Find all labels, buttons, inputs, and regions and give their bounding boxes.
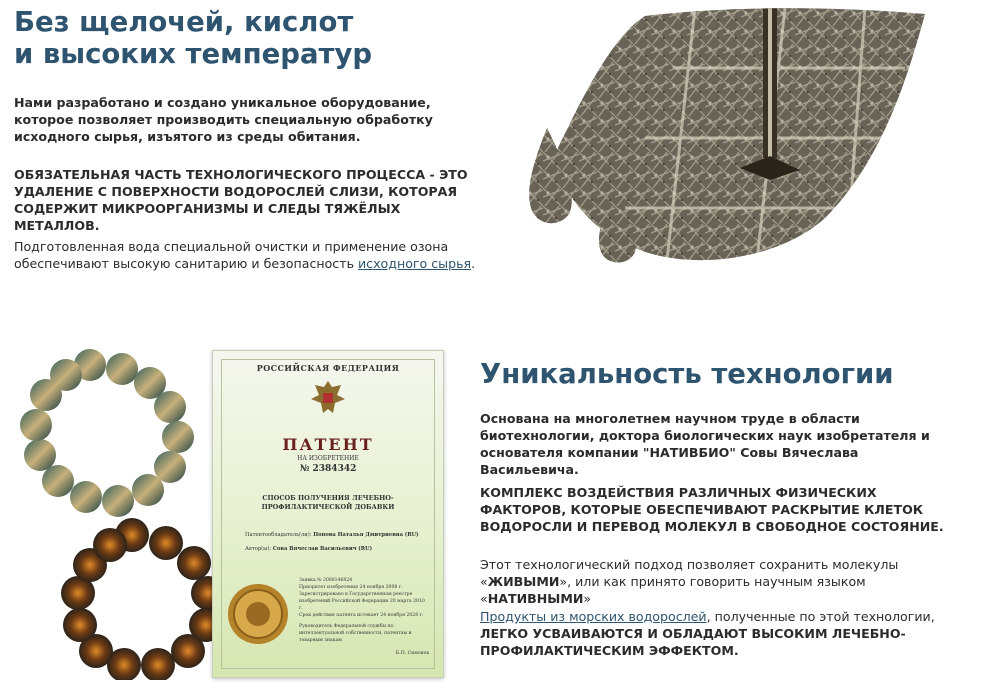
living-bold-2: НАТИВНЫМИ — [487, 591, 584, 606]
living-molecules-paragraph — [480, 556, 960, 607]
living-text-d: » — [583, 591, 592, 606]
living-text-a: Этот технологический подход позволяет сохранить молекулы « — [480, 557, 899, 589]
patent-number: № 2384342 — [299, 464, 357, 474]
patent-head-title: Руководитель Федеральной службы по интеллектуальной собственности, патентам и товарным знакам — [299, 624, 412, 643]
double-headed-eagle-icon — [307, 377, 349, 419]
patent-title: ПАТЕНТ — [282, 435, 374, 454]
patent-subtitle: НА ИЗОБРЕТЕНИЕ — [297, 455, 359, 462]
leaf-shaped-photo-icon — [525, 8, 935, 278]
intro-paragraph: Нами разработано и создано уникальное оборудование, которое позволяет производить специальную обработку исходного сырья, изъятого из среды обитания. — [14, 95, 433, 144]
mandatory-step-paragraph: ОБЯЗАТЕЛЬНАЯ ЧАСТЬ ТЕХНОЛОГИЧЕСКОГО ПРОЦЕССА - ЭТО УДАЛЕНИЕ С ПОВЕРХНОСТИ ВОДОРОСЛЕЙ СЛИЗИ, КОТОРАЯ СОДЕРЖИТ МИКРООРГАНИЗМЫ И СЛЕДЫ ТЯЖЁЛЫХ МЕТАЛЛОВ. — [14, 167, 468, 233]
patent-document — [212, 350, 444, 678]
living-bold-1: ЖИВЫМИ — [487, 574, 560, 589]
gold-seal-icon — [227, 583, 289, 645]
founder-paragraph: Основана на многолетнем научном труде в области биотехнологии, доктора биологических наук изобретателя и основателя компании "НАТИВБИО" Совы Вячеслава Васильевича. — [480, 411, 930, 477]
patent-country: РОССИЙСКАЯ ФЕДЕРАЦИЯ — [256, 363, 400, 373]
patent-valid: Срок действия патента истекает 24 ноября 2028 г. — [299, 613, 424, 618]
products-text: , полученные по этой технологии, — [706, 609, 935, 624]
seaweed-products-link[interactable]: Продукты из морских водорослей — [480, 609, 707, 624]
title-line-2: и высоких температур — [14, 38, 373, 71]
water-ozone-text: Подготовленная вода специальной очистки и применение озона обеспечивают высокую санитарию и безопасность — [14, 239, 449, 271]
patent-holder-row — [245, 531, 425, 539]
patent-author-row — [245, 545, 425, 553]
products-bold: ЛЕГКО УСВАИВАЮТСЯ И ОБЛАДАЮТ ВЫСОКИМ ЛЕЧЕБНО-ПРОФИЛАКТИЧЕСКИМ ЭФФЕКТОМ. — [480, 626, 906, 658]
physical-factors-paragraph: КОМПЛЕКС ВОЗДЕЙСТВИЯ РАЗЛИЧНЫХ ФИЗИЧЕСКИХ ФАКТОРОВ, КОТОРЫЕ ОБЕСПЕЧИВАЮТ РАСКРЫТИЕ КЛЕТОК ВОДОРОСЛИ И ПЕРЕВОД МОЛЕКУЛ В СВОБОДНОЕ СОСТОЯНИЕ. — [480, 485, 944, 534]
patent-priority: Приоритет изобретения 24 ноября 2008 г. — [299, 585, 403, 590]
products-paragraph — [480, 608, 960, 659]
author-label: Автор(ы): — [245, 546, 272, 552]
title-line-1: Без щелочей, кислот — [14, 6, 354, 38]
patent-app-number: Заявка № 2008146824 — [299, 578, 353, 583]
water-ozone-end: . — [471, 256, 476, 271]
section-title-uniqueness: Уникальность технологии — [480, 358, 894, 390]
raw-material-link[interactable]: исходного сырья — [358, 256, 472, 271]
water-ozone-paragraph — [14, 238, 484, 272]
holder-name: Попова Наталья Дмитриевна (RU) — [313, 532, 419, 538]
patent-signer: Б.П. Симонов — [395, 651, 429, 656]
holder-label: Патентообладатель(ли): — [245, 532, 312, 538]
living-text-c: », или как принято говорить научным языком « — [480, 574, 866, 606]
section-title-no-alkali — [14, 6, 434, 71]
photo-circles-icon — [10, 345, 240, 680]
patent-registered: Зарегистрировано в Государственном реестре изобретений Российской Федерации 20 марта 2010 г. — [299, 592, 425, 611]
author-name: Сова Вячеслав Васильевич (RU) — [272, 546, 373, 552]
patent-invention: СПОСОБ ПОЛУЧЕНИЯ ЛЕЧЕБНО-ПРОФИЛАКТИЧЕСКОЙ ДОБАВКИ — [261, 494, 395, 511]
